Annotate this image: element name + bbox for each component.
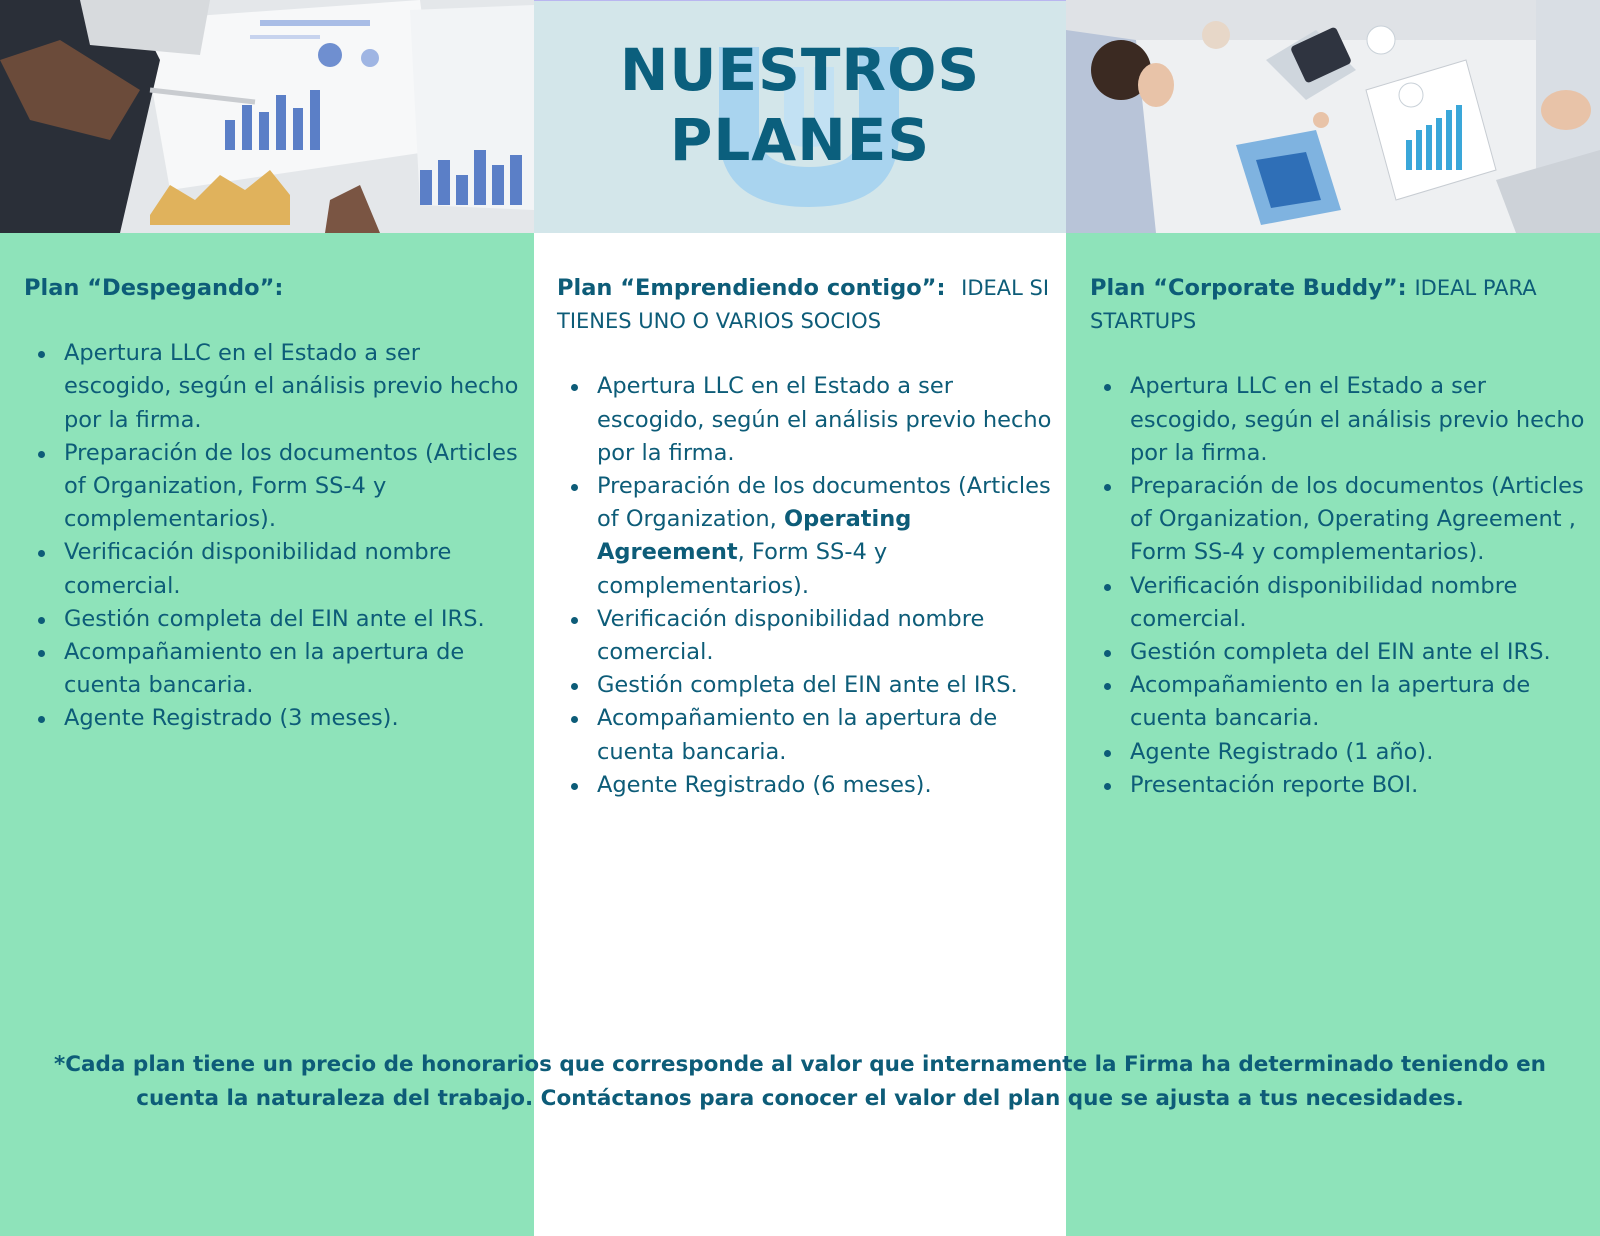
list-item: Presentación reporte BOI. [1090,769,1590,802]
plan-emprendiendo-contigo [557,272,1057,802]
list-item: Agente Registrado (3 meses). [24,702,524,735]
plan-tag: IDEAL SI [961,276,1050,300]
list-item: Gestión completa del EIN ante el IRS. [557,669,1057,702]
list-item-text: Preparación de los documentos (Articles of Organization, [597,473,1051,533]
list-item: Gestión completa del EIN ante el IRS. [24,603,524,636]
plan-heading [1090,272,1590,338]
list-item: Acompañamiento en la apertura de cuenta bancaria. [1090,669,1590,735]
feature-list [557,370,1057,802]
plan-subtag: TIENES UNO O VARIOS SOCIOS [557,309,882,334]
list-item: Preparación de los documentos (Articles of Organization, Operating Agreement , Form SS-4 y complementarios). [1090,470,1590,570]
list-item: Verificación disponibilidad nombre comercial. [24,536,524,602]
plan-heading [557,272,1057,338]
pricing-footnote: *Cada plan tiene un precio de honorarios que corresponde al valor que internamente la Firma ha determinado teniendo en cuenta la naturaleza del trabajo. Contáctanos para conocer el valor del plan que se ajusta a tus necesidades. [54,1052,1546,1111]
team-meeting-photo [1066,0,1600,233]
business-charts-photo [0,0,534,233]
plan-despegando [24,272,524,736]
plan-tag: IDEAL PARA [1414,276,1537,300]
list-item: Agente Registrado (6 meses). [557,769,1057,802]
plan-title: Plan “Despegando”: [24,275,284,301]
page-title-line-1: NUESTROS [619,36,981,104]
list-item: Apertura LLC en el Estado a ser escogido, según el análisis previo hecho por la firma. [24,337,524,437]
list-item: Acompañamiento en la apertura de cuenta bancaria. [557,702,1057,768]
feature-list [1090,370,1590,802]
list-item: Verificación disponibilidad nombre comercial. [557,603,1057,669]
title-banner [534,0,1066,233]
list-item [557,470,1057,603]
plan-heading [24,272,524,305]
list-item: Apertura LLC en el Estado a ser escogido, según el análisis previo hecho por la firma. [557,370,1057,470]
list-item: Acompañamiento en la apertura de cuenta bancaria. [24,636,524,702]
page-title [534,35,1066,175]
feature-list [24,337,524,735]
plan-title: Plan “Corporate Buddy”: [1090,275,1407,301]
list-item: Verificación disponibilidad nombre comercial. [1090,570,1590,636]
list-item-highlight: Operating Agreement [597,506,912,566]
list-item: Apertura LLC en el Estado a ser escogido, según el análisis previo hecho por la firma. [1090,370,1590,470]
list-item: Gestión completa del EIN ante el IRS. [1090,636,1590,669]
list-item-text: , Form SS-4 y complementarios). [597,539,888,599]
plan-title: Plan “Emprendiendo contigo”: [557,275,946,301]
list-item: Preparación de los documentos (Articles of Organization, Form SS-4 y complementarios). [24,437,524,537]
plan-subtag: STARTUPS [1090,309,1197,334]
list-item: Agente Registrado (1 año). [1090,736,1590,769]
page-title-line-2: PLANES [669,106,931,174]
plan-corporate-buddy [1090,272,1590,802]
